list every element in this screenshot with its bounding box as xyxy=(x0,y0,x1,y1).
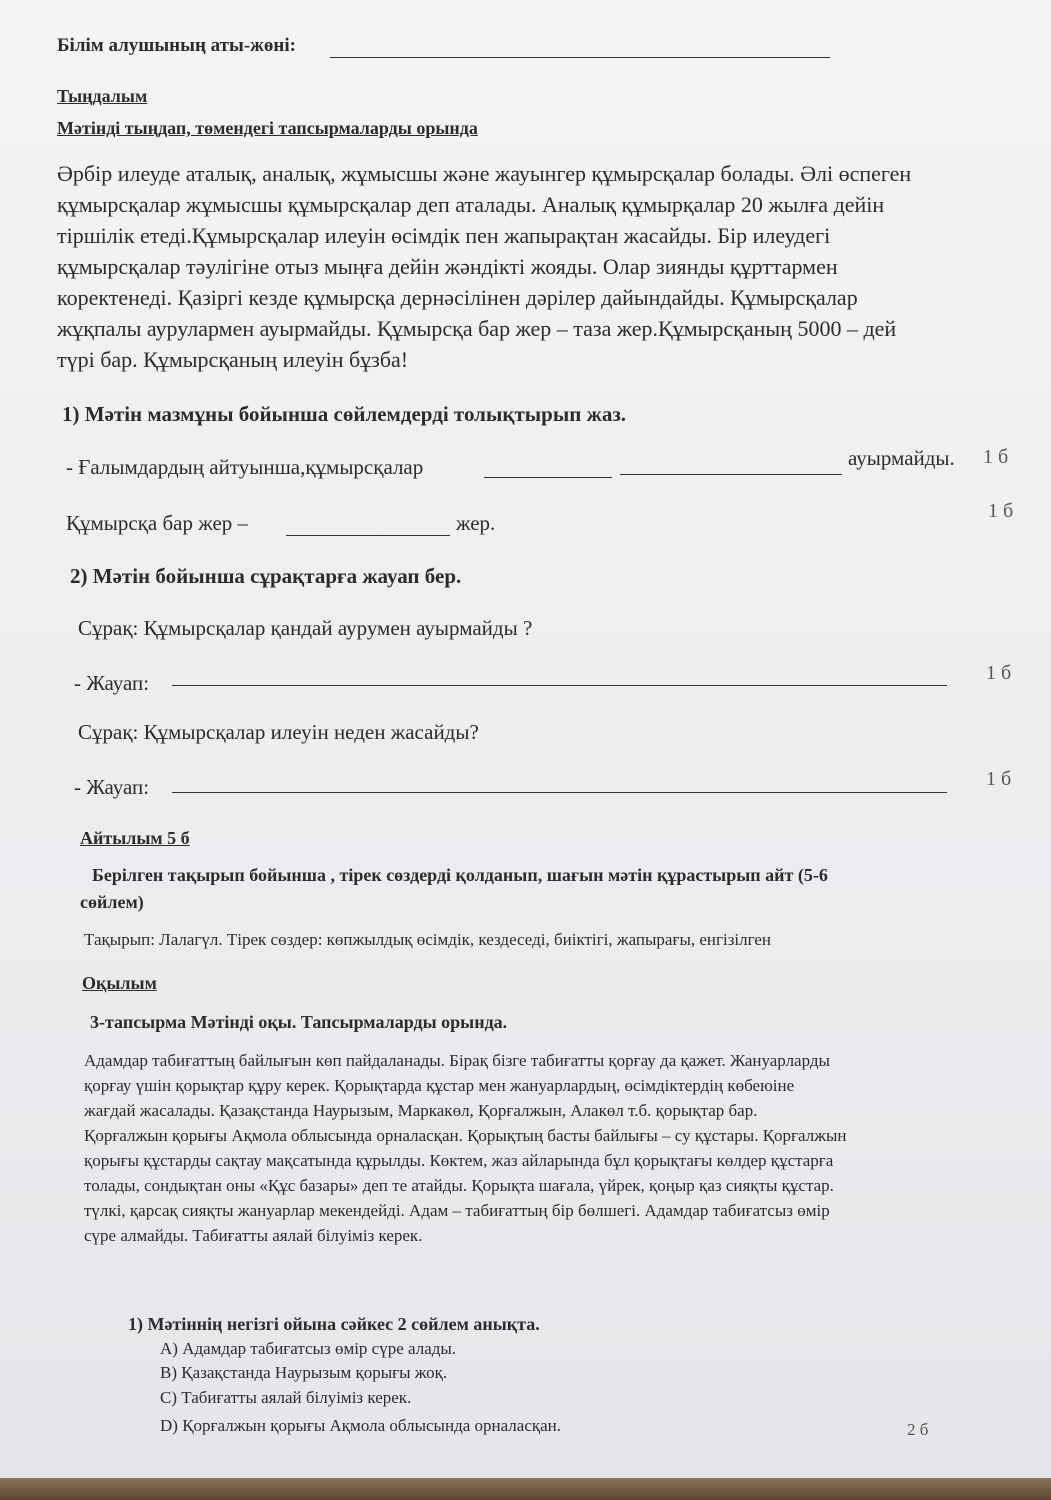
text-line: тіршілік етеді.Құмырсқалар илеуін өсімдік пен жапырақтан жасайды. Бір илеудегі xyxy=(57,223,831,248)
text-line: коректенеді. Қазіргі кезде құмырсқа дернәсілінен дәрілер дайындайды. Құмырсқалар xyxy=(57,285,858,310)
reading-q1-option-c[interactable]: C) Табиғатты аялай білуіміз керек. xyxy=(160,1388,412,1407)
reading-q1-option-a[interactable]: A) Адамдар табиғатсыз өмір сүре алады. xyxy=(160,1339,457,1358)
task1-blank1a[interactable] xyxy=(484,477,612,478)
text-line: Әрбір илеуде аталық, аналық, жұмысшы және жауынгер құмырсқалар болады. Әлі өспеген xyxy=(57,161,912,186)
table-edge-background xyxy=(0,1478,1051,1500)
reading-heading: Оқылым xyxy=(82,973,157,993)
reading-task3-title: 3-тапсырма Мәтінді оқы. Тапсырмаларды орында. xyxy=(90,1012,508,1032)
task2-answer1-label: - Жауап: xyxy=(74,671,150,695)
reading-q1-title: 1) Мәтіннің негізгі ойына сәйкес 2 сөйлем анықта. xyxy=(128,1314,540,1334)
text-line: қорғау үшін қорықтар құру керек. Қорықтарда құстар мен жануарлардың, өсімдіктердің көбеюіне xyxy=(84,1076,795,1095)
task2-question2: Сұрақ: Құмырсқалар илеуін неден жасайды? xyxy=(78,720,479,744)
task2-points2: 1 б xyxy=(986,768,1012,790)
task2-answer2-line[interactable] xyxy=(172,792,947,793)
task2-question1: Сұрақ: Құмырсқалар қандай аурумен ауырмайды ? xyxy=(78,616,533,640)
task1-sentence1-end: ауырмайды. xyxy=(848,446,955,470)
task1-points1: 1 б xyxy=(983,446,1009,468)
task1-blank1b[interactable] xyxy=(620,474,842,475)
text-line: толады, сондықтан оны «Құс базары» деп те атайды. Қорықта шағала, үйрек, қоңыр қаз сияқты құстар. xyxy=(84,1176,834,1195)
text-line: Қорғалжын қорығы Ақмола облысында орналасқан. Қорықтың басты байлығы – су құстары. Қорғалжын xyxy=(84,1126,847,1145)
text-line: құмырсқалар жұмысшы құмырсқалар деп аталады. Аналық құмырқалар 20 жылға дейін xyxy=(57,192,885,217)
task2-points1: 1 б xyxy=(986,662,1012,684)
listening-instruction: Мәтінді тыңдап, төмендегі тапсырмаларды орында xyxy=(57,118,478,138)
student-name-label: Білім алушының аты-жөні: xyxy=(57,35,296,56)
speaking-heading: Айтылым 5 б xyxy=(80,828,190,848)
task2-title: 2) Мәтін бойынша сұрақтарға жауап бер. xyxy=(70,564,462,588)
text-line: сүре алмайды. Табиғатты аялай білуіміз керек. xyxy=(84,1226,423,1245)
listening-heading: Тыңдалым xyxy=(57,86,148,106)
text-line: түрі бар. Құмырсқаның илеуін бұзба! xyxy=(57,347,409,372)
reading-q1-option-b[interactable]: B) Қазақстанда Наурызым қорығы жоқ. xyxy=(160,1363,448,1382)
task1-sentence1-start: - Ғалымдардың айтуынша,құмырсқалар xyxy=(66,455,424,479)
reading-q1-points: 2 б xyxy=(907,1420,929,1439)
task1-blank2[interactable] xyxy=(286,535,450,536)
task1-title: 1) Мәтін мазмұны бойынша сөйлемдерді толықтырып жаз. xyxy=(62,402,627,426)
text-line: жағдай жасалады. Қазақстанда Наурызым, Маркакөл, Қорғалжын, Алакөл т.б. қорықтар бар. xyxy=(84,1101,758,1120)
text-line: қорығы құстарды сақтау мақсатында құрылды. Көктем, жаз айларында бұл қорықтағы көлдер құстарға xyxy=(84,1151,834,1170)
task1-sentence2-start: Құмырсқа бар жер – xyxy=(66,511,249,535)
text-line: түлкі, қарсақ сияқты жануарлар мекендейді. Адам – табиғаттың бір бөлшегі. Адамдар табиғатсыз өмір xyxy=(84,1201,830,1220)
task2-answer1-line[interactable] xyxy=(172,685,947,686)
speaking-instruction-line2: сөйлем) xyxy=(80,892,144,912)
speaking-instruction-line1: Берілген тақырып бойынша , тірек сөздерді қолданып, шағын мәтін құрастырып айт (5-6 xyxy=(92,865,828,885)
text-line: жұқпалы аурулармен ауырмайды. Құмырсқа бар жер – таза жер.Құмырсқаның 5000 – дей xyxy=(57,316,897,341)
text-line: Адамдар табиғаттың байлығын көп пайдаланады. Бірақ бізге табиғатты қорғау да қажет. Жануарларды xyxy=(84,1051,830,1070)
task1-sentence2-end: жер. xyxy=(456,511,496,535)
task1-points2: 1 б xyxy=(988,500,1014,522)
reading-text xyxy=(84,1048,846,1248)
task2-answer2-label: - Жауап: xyxy=(74,775,150,799)
student-name-line[interactable] xyxy=(330,57,830,58)
listening-text xyxy=(57,158,911,375)
text-line: құмырсқалар тәулігіне отыз мыңға дейін жәндікті жояды. Олар зиянды құрттармен xyxy=(57,254,838,279)
speaking-topic: Тақырып: Лалагүл. Тірек сөздер: көпжылдық өсімдік, кездеседі, биіктігі, жапырағы, енгізілген xyxy=(84,930,772,949)
reading-q1-option-d[interactable]: D) Қорғалжын қорығы Ақмола облысында орналасқан. xyxy=(160,1416,562,1435)
